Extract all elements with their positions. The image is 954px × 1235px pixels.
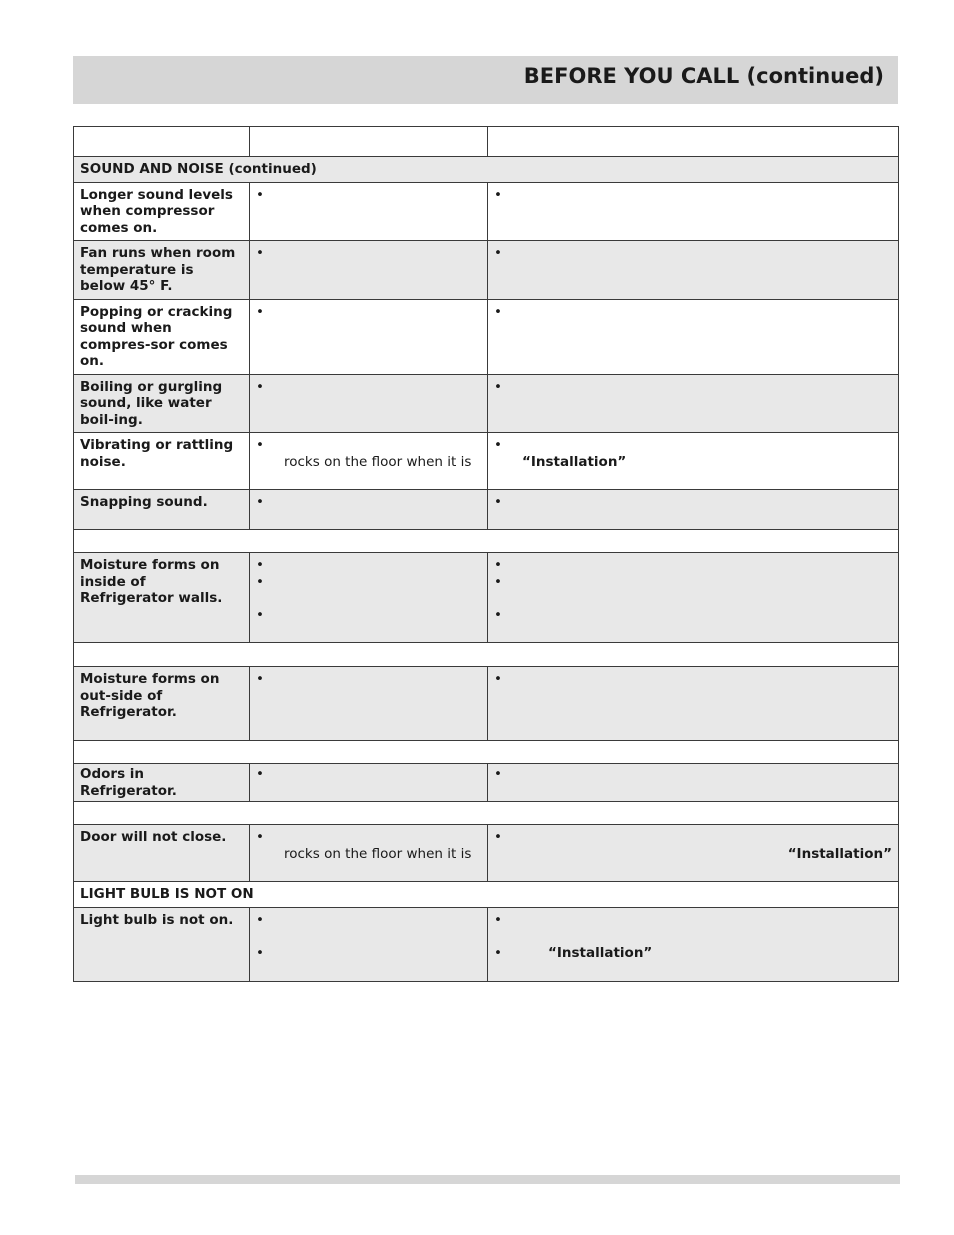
section-label-empty xyxy=(74,643,899,667)
section-row-empty xyxy=(74,802,899,825)
cause-cell xyxy=(250,667,488,741)
bullet: • xyxy=(256,303,264,320)
table-row xyxy=(74,490,899,530)
section-label-empty xyxy=(74,741,899,764)
cause-cell xyxy=(250,299,488,374)
bullet: • xyxy=(256,378,264,395)
table-row xyxy=(74,553,899,643)
bullet: • xyxy=(256,766,264,782)
cause-text: rocks on the floor when it is xyxy=(284,845,472,862)
section-row xyxy=(74,882,899,908)
cause-cell xyxy=(250,764,488,802)
solution-cell xyxy=(488,907,899,981)
footer-bar xyxy=(75,1175,900,1184)
bullet: • xyxy=(494,303,502,320)
section-label: SOUND AND NOISE (continued) xyxy=(74,157,899,183)
problem-cell: Boiling or gurgling sound, like water boil-ing. xyxy=(74,374,250,433)
problem-cell: Door will not close. xyxy=(74,825,250,882)
problem-cell: Popping or cracking sound when compres-sor comes on. xyxy=(74,299,250,374)
table-row xyxy=(74,907,899,981)
cause-cell xyxy=(250,490,488,530)
bullet: • xyxy=(256,911,264,928)
problem-cell: Fan runs when room temperature is below 45° F. xyxy=(74,241,250,300)
solution-text: “Installation” xyxy=(548,944,653,961)
solution-cell xyxy=(488,241,899,300)
table-header-row xyxy=(74,127,899,157)
troubleshooting-table xyxy=(73,126,899,982)
bullet: • xyxy=(256,671,264,687)
cause-cell xyxy=(250,374,488,433)
cause-text: rocks on the floor when it is xyxy=(284,453,472,470)
section-row-empty xyxy=(74,741,899,764)
solution-cell xyxy=(488,490,899,530)
bullet: • xyxy=(256,245,264,261)
bullet: • xyxy=(494,437,502,453)
table-row xyxy=(74,764,899,802)
header-cell-solution xyxy=(488,127,899,157)
header-cell-problem xyxy=(74,127,250,157)
solution-cell xyxy=(488,182,899,241)
cause-cell xyxy=(250,241,488,300)
solution-text: “Installation” xyxy=(522,453,627,470)
section-row-empty xyxy=(74,643,899,667)
bullet: • xyxy=(494,829,502,845)
section-row-empty xyxy=(74,530,899,553)
bullet: • xyxy=(494,245,502,261)
problem-cell: Vibrating or rattling noise. xyxy=(74,433,250,490)
bullet: • xyxy=(256,944,264,961)
solution-cell xyxy=(488,667,899,741)
problem-cell: Odors in Refrigerator. xyxy=(74,764,250,802)
solution-text: “Installation” xyxy=(787,845,892,862)
cause-cell xyxy=(250,433,488,490)
table-row xyxy=(74,182,899,241)
header-cell-cause xyxy=(250,127,488,157)
bullet: • xyxy=(494,573,502,590)
solution-cell xyxy=(488,553,899,643)
bullet: • xyxy=(494,378,502,395)
table-row xyxy=(74,241,899,300)
problem-cell: Longer sound levels when compressor comes on. xyxy=(74,182,250,241)
table-row xyxy=(74,433,899,490)
bullet: • xyxy=(256,573,264,590)
bullet: • xyxy=(256,437,264,453)
cause-cell xyxy=(250,907,488,981)
section-row xyxy=(74,157,899,183)
solution-cell xyxy=(488,299,899,374)
table-row xyxy=(74,667,899,741)
bullet: • xyxy=(256,829,264,845)
solution-cell xyxy=(488,374,899,433)
bullet: • xyxy=(494,494,502,510)
section-label: LIGHT BULB IS NOT ON xyxy=(74,882,899,908)
bullet: • xyxy=(494,911,502,928)
page-title: BEFORE YOU CALL (continued) xyxy=(523,64,884,88)
bullet: • xyxy=(494,671,502,687)
bullet: • xyxy=(256,494,264,510)
table-row xyxy=(74,374,899,433)
bullet: • xyxy=(256,606,264,623)
section-label-empty xyxy=(74,530,899,553)
problem-cell: Moisture forms on out-side of Refrigerator. xyxy=(74,667,250,741)
section-label-empty xyxy=(74,802,899,825)
table-row xyxy=(74,825,899,882)
bullet: • xyxy=(494,557,502,573)
problem-cell: Light bulb is not on. xyxy=(74,907,250,981)
problem-cell: Moisture forms on inside of Refrigerator walls. xyxy=(74,553,250,643)
bullet: • xyxy=(494,944,502,961)
solution-cell xyxy=(488,433,899,490)
solution-cell xyxy=(488,764,899,802)
problem-cell: Snapping sound. xyxy=(74,490,250,530)
page-header-bar xyxy=(73,56,898,104)
bullet: • xyxy=(256,186,264,203)
bullet: • xyxy=(256,557,264,573)
cause-cell xyxy=(250,553,488,643)
solution-cell xyxy=(488,825,899,882)
bullet: • xyxy=(494,606,502,623)
table-row xyxy=(74,299,899,374)
cause-cell xyxy=(250,182,488,241)
cause-cell xyxy=(250,825,488,882)
bullet: • xyxy=(494,766,502,782)
bullet: • xyxy=(494,186,502,203)
